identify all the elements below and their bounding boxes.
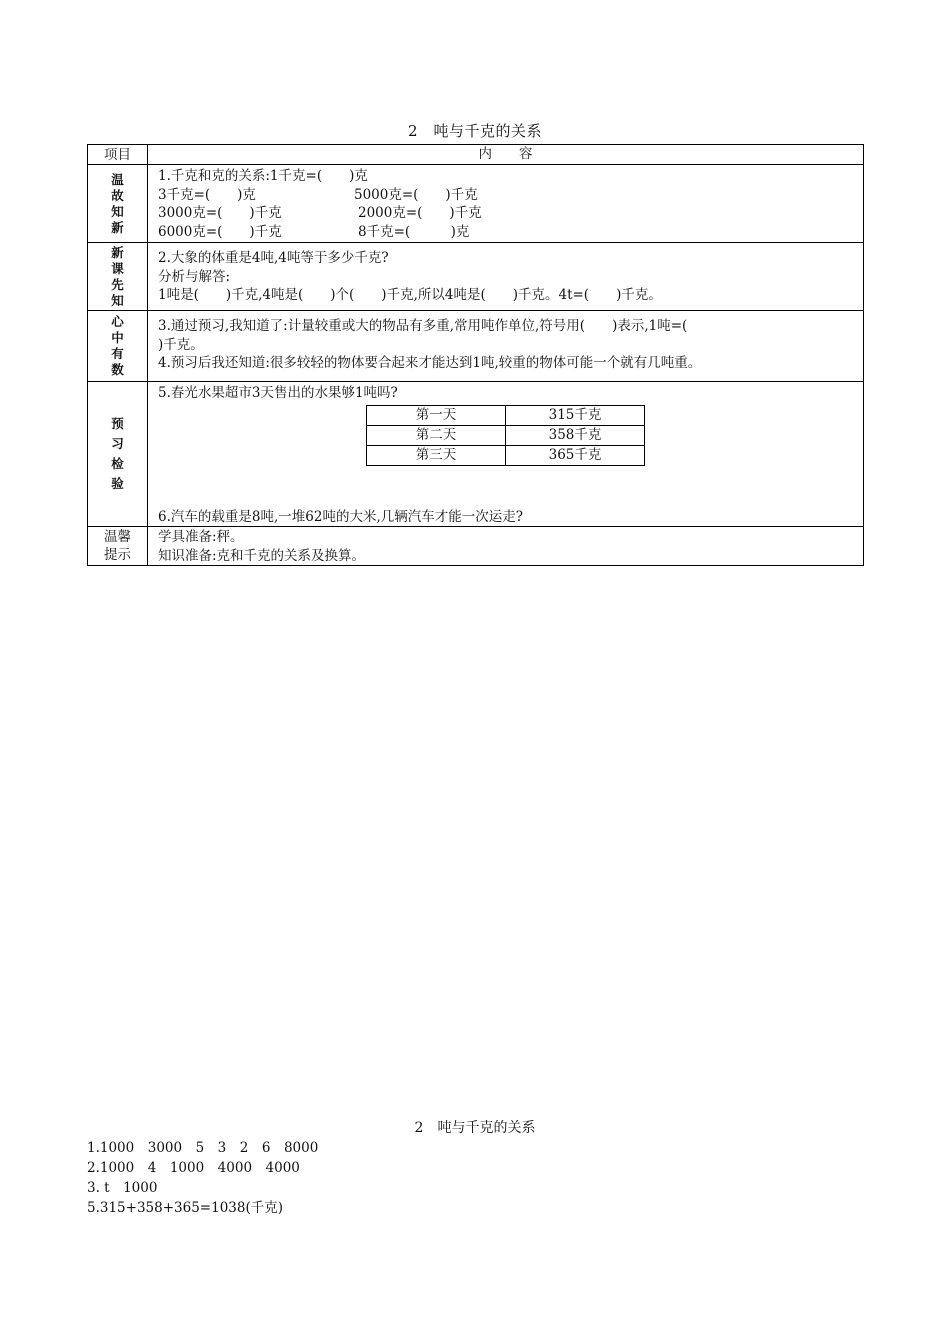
header-item: 项目 — [88, 145, 148, 165]
question-text: 4.预习后我还知道:很多较轻的物体要合起来才能达到1吨,较重的物体可能一个就有几吨重。 — [158, 355, 702, 371]
label-char: 新 — [111, 219, 124, 235]
amount-cell: 315千克 — [506, 405, 645, 425]
question-text: 分析与解答: — [158, 268, 231, 285]
row-label — [88, 165, 148, 243]
question-text — [158, 223, 863, 242]
label-char: 温 — [111, 171, 124, 187]
row-content — [148, 165, 864, 243]
label-char: 温馨 — [104, 529, 131, 545]
question-text: 1吨是( )千克,4吨是( )个( )千克,所以4吨是( )千克。4t=( )千克。 — [158, 287, 662, 303]
table-row — [367, 425, 645, 445]
question-text: )千克。 — [158, 336, 204, 353]
row-label — [88, 311, 148, 382]
table-row — [88, 243, 864, 311]
tip-text: 学具准备:秤。 — [158, 529, 244, 545]
amount-cell: 365千克 — [506, 445, 645, 465]
row-label — [88, 382, 148, 527]
label-char: 预 — [111, 416, 124, 431]
blank-item: 6000克=( )千克 — [158, 223, 282, 240]
table-row — [88, 382, 864, 527]
blank-item: 3千克=( )克 — [158, 186, 256, 203]
row-label — [88, 243, 148, 311]
label-char: 检 — [111, 456, 124, 471]
day-cell: 第二天 — [367, 425, 506, 445]
answer-key — [87, 1138, 318, 1218]
answer-line: 2.1000 4 1000 4000 4000 — [87, 1160, 300, 1176]
table-row — [367, 405, 645, 425]
table-row — [88, 527, 864, 566]
label-char: 知 — [111, 203, 124, 219]
page-title: 2 吨与千克的关系 — [407, 122, 543, 140]
row-content — [148, 527, 864, 566]
row-content — [148, 382, 864, 527]
blank-item: 5000克=( )千克 — [354, 186, 478, 203]
question-text — [158, 204, 863, 223]
day-cell: 第三天 — [367, 445, 506, 465]
row-content — [148, 243, 864, 311]
tip-text: 知识准备:克和千克的关系及换算。 — [158, 547, 366, 564]
study-table — [87, 144, 864, 566]
table-row — [88, 311, 864, 382]
blank-item: 2000克=( )千克 — [358, 205, 482, 221]
question-text: 1.千克和克的关系:1千克=( )克 — [158, 168, 368, 184]
question-text: 5.春光水果超市3天售出的水果够1吨吗? — [158, 385, 398, 401]
blank-item: 3000克=( )千克 — [158, 205, 282, 221]
fruit-sales-table — [366, 405, 645, 466]
amount-cell: 358千克 — [506, 425, 645, 445]
question-text — [158, 186, 863, 205]
question-text: 2.大象的体重是4吨,4吨等于多少千克? — [158, 250, 389, 266]
answer-line: 3. t 1000 — [87, 1180, 158, 1196]
question-text: 3.通过预习,我知道了:计量较重或大的物品有多重,常用吨作单位,符号用( )表示,1吨=( — [158, 318, 688, 334]
blank-item: 8千克=( )克 — [358, 223, 470, 240]
answer-line: 1.1000 3000 5 3 2 6 8000 — [87, 1140, 319, 1156]
header-content: 内 容 — [148, 145, 864, 165]
label-char: 故 — [111, 187, 124, 203]
label-char: 心 — [111, 314, 124, 329]
question-text: 6.汽车的载重是8吨,一堆62吨的大米,几辆汽车才能一次运走? — [158, 508, 523, 525]
label-char: 习 — [111, 436, 124, 451]
answer-line: 5.315+358+365=1038(千克) — [87, 1200, 284, 1216]
label-char: 知 — [111, 292, 124, 308]
label-char: 数 — [111, 362, 124, 377]
label-char: 验 — [111, 476, 124, 491]
label-char: 课 — [111, 260, 124, 276]
table-row — [367, 445, 645, 465]
label-char: 先 — [111, 276, 124, 292]
label-char: 有 — [111, 346, 124, 361]
table-row — [88, 165, 864, 243]
label-char: 提示 — [104, 547, 131, 563]
row-label — [88, 527, 148, 566]
table-header — [88, 145, 864, 165]
answers-title: 2 吨与千克的关系 — [414, 1120, 536, 1136]
label-char: 中 — [111, 330, 124, 345]
day-cell: 第一天 — [367, 405, 506, 425]
row-content — [148, 311, 864, 382]
label-char: 新 — [111, 244, 124, 260]
